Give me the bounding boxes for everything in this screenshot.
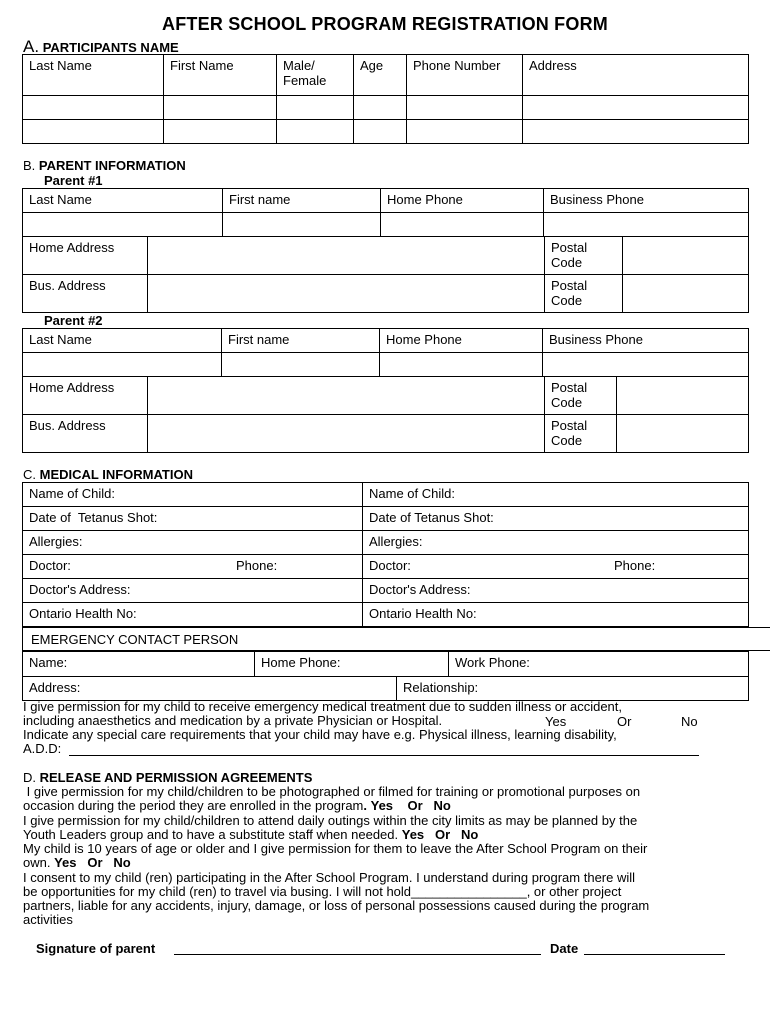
p1-col-last-name: Last Name: [23, 189, 223, 213]
medical-row-allergies[interactable]: [23, 531, 749, 555]
section-a-title: PARTICIPANTS NAME: [42, 40, 179, 55]
special-care-input-line[interactable]: [69, 755, 699, 756]
child-name-left: Name of Child:: [23, 483, 363, 507]
medical-permission-line1: I give permission for my child to receive emergency medical treatment due to sudden illness or accident,: [23, 699, 623, 714]
emergency-address-table: [22, 676, 749, 701]
photo-permission-line2: occasion during the period they are enrolled in the program. Yes Or No: [23, 798, 451, 813]
doctor-right-phone-label: Phone:: [614, 558, 656, 573]
emergency-phone-row[interactable]: [23, 652, 749, 677]
participant-row[interactable]: [23, 120, 749, 144]
outing-permission-text: Youth Leaders group and to have a substitute staff when needed.: [23, 827, 399, 842]
consent-line1: I consent to my child (ren) participating in the After School Program. I understand during program there will: [23, 870, 636, 885]
col-phone: Phone Number: [407, 55, 523, 96]
child-name-right: Name of Child:: [363, 483, 749, 507]
participant-row[interactable]: [23, 96, 749, 120]
special-care-line2: A.D.D:: [23, 741, 62, 756]
col-last-name: Last Name: [23, 55, 164, 96]
medical-no-option[interactable]: No: [681, 714, 698, 729]
medical-table: [22, 482, 749, 627]
form-title: AFTER SCHOOL PROGRAM REGISTRATION FORM: [162, 14, 608, 34]
emergency-address-row[interactable]: [23, 677, 749, 701]
allergies-right: Allergies:: [363, 531, 749, 555]
participants-header-row: [23, 55, 749, 96]
date-label: Date: [550, 941, 579, 956]
section-d-heading: [23, 770, 312, 785]
section-c-letter: C.: [23, 467, 36, 482]
col-age: Age: [354, 55, 407, 96]
emergency-address: Address:: [23, 677, 397, 701]
medical-row-child[interactable]: [23, 483, 749, 507]
section-b-letter: B.: [23, 158, 36, 173]
participants-table: [22, 54, 749, 144]
photo-permission-yesno[interactable]: Yes Or No: [370, 798, 451, 813]
date-line[interactable]: [584, 954, 725, 955]
section-b-heading: [23, 158, 186, 173]
photo-permission-text: occasion during the period they are enrolled in the program: [23, 798, 364, 813]
leave-permission-line1: My child is 10 years of age or older and I give permission for them to leave the After School Program on their: [23, 841, 648, 856]
section-c-heading: [23, 467, 193, 482]
section-b-title: PARENT INFORMATION: [38, 158, 186, 173]
emergency-label: EMERGENCY CONTACT PERSON: [31, 632, 239, 647]
p2-bus-postal-label: Postal Code: [545, 415, 617, 453]
medical-row-health-no[interactable]: [23, 603, 749, 627]
parent2-entry-row[interactable]: [23, 353, 749, 377]
p2-col-last-name: Last Name: [23, 329, 222, 353]
doctor-left-label: Doctor:: [29, 558, 71, 573]
medical-yes-option[interactable]: Yes: [545, 714, 567, 729]
doctor-left: [23, 555, 363, 579]
p2-home-address-label: Home Address: [23, 377, 148, 415]
p2-col-home-phone: Home Phone: [380, 329, 543, 353]
section-c-title: MEDICAL INFORMATION: [39, 467, 193, 482]
signature-line[interactable]: [174, 954, 541, 955]
p2-col-first-name: First name: [222, 329, 380, 353]
medical-row-tetanus[interactable]: [23, 507, 749, 531]
health-no-right: Ontario Health No:: [363, 603, 749, 627]
emergency-name: Name:: [23, 652, 255, 677]
parent1-entry-row[interactable]: [23, 213, 749, 237]
p1-col-first-name: First name: [223, 189, 381, 213]
p1-col-home-phone: Home Phone: [381, 189, 544, 213]
emergency-contact-table: [22, 651, 749, 677]
col-sex: Male/ Female: [277, 55, 354, 96]
medical-permission-line2: including anaesthetics and medication by a private Physician or Hospital.: [23, 713, 443, 728]
parent1-bus-address-row[interactable]: [23, 275, 749, 313]
parent2-home-address-row[interactable]: [23, 377, 749, 415]
consent-line3: partners, liable for any accidents, injury, damage, or loss of personal possessions caused during the program: [23, 898, 650, 913]
medical-row-doctor-address[interactable]: [23, 579, 749, 603]
parent2-name-table: [22, 328, 749, 377]
consent-line4: activities: [23, 912, 73, 927]
leave-permission-yesno[interactable]: Yes Or No: [54, 855, 131, 870]
doctor-left-phone-label: Phone:: [236, 558, 278, 573]
col-address: Address: [523, 55, 749, 96]
parent1-home-address-row[interactable]: [23, 237, 749, 275]
p1-bus-postal-label: Postal Code: [545, 275, 623, 313]
section-d-letter: D.: [23, 770, 36, 785]
doctor-address-left: Doctor's Address:: [23, 579, 363, 603]
consent-line2: be opportunities for my child (ren) to travel via busing. I will not hold________________, or other project: [23, 884, 622, 899]
tetanus-left: Date of Tetanus Shot:: [23, 507, 363, 531]
medical-row-doctor[interactable]: [23, 555, 749, 579]
section-a-letter: A.: [23, 37, 40, 56]
parent1-address-table: [22, 236, 749, 313]
tetanus-right: Date of Tetanus Shot:: [363, 507, 749, 531]
p2-col-business-phone: Business Phone: [543, 329, 749, 353]
parent1-name-table: [22, 188, 749, 237]
medical-or-label: Or: [617, 714, 632, 729]
p1-home-postal-label: Postal Code: [545, 237, 623, 275]
allergies-left: Allergies:: [23, 531, 363, 555]
p1-col-business-phone: Business Phone: [544, 189, 749, 213]
leave-permission-line2: [23, 856, 131, 871]
parent1-label: Parent #1: [44, 173, 103, 188]
emergency-work-phone: Work Phone:: [449, 652, 749, 677]
col-first-name: First Name: [164, 55, 277, 96]
section-d-title: RELEASE AND PERMISSION AGREEMENTS: [39, 770, 313, 785]
doctor-right: [363, 555, 749, 579]
emergency-relationship: Relationship:: [397, 677, 749, 701]
doctor-address-right: Doctor's Address:: [363, 579, 749, 603]
p1-bus-address-label: Bus. Address: [23, 275, 148, 313]
leave-permission-text: own.: [23, 855, 51, 870]
parent2-address-table: [22, 376, 749, 453]
p1-home-address-label: Home Address: [23, 237, 148, 275]
doctor-right-label: Doctor:: [369, 558, 411, 573]
outing-permission-yesno[interactable]: Yes Or No: [401, 827, 479, 842]
outing-permission-line1: I give permission for my child/children to attend daily outings within the city limits as may be planned by the: [23, 813, 638, 828]
emergency-header: [22, 627, 770, 651]
signature-label: Signature of parent: [36, 941, 156, 956]
photo-permission-line1: I give permission for my child/children to be photographed or filmed for training or promotional purposes on: [23, 784, 641, 799]
parent1-header-row: [23, 189, 749, 213]
parent2-label: Parent #2: [44, 313, 103, 328]
special-care-line1: Indicate any special care requirements that your child may have e.g. Physical illness, learning disability,: [23, 727, 617, 742]
emergency-home-phone: Home Phone:: [255, 652, 449, 677]
parent2-header-row: [23, 329, 749, 353]
p2-home-postal-label: Postal Code: [545, 377, 617, 415]
health-no-left: Ontario Health No:: [23, 603, 363, 627]
parent2-bus-address-row[interactable]: [23, 415, 749, 453]
p2-bus-address-label: Bus. Address: [23, 415, 148, 453]
